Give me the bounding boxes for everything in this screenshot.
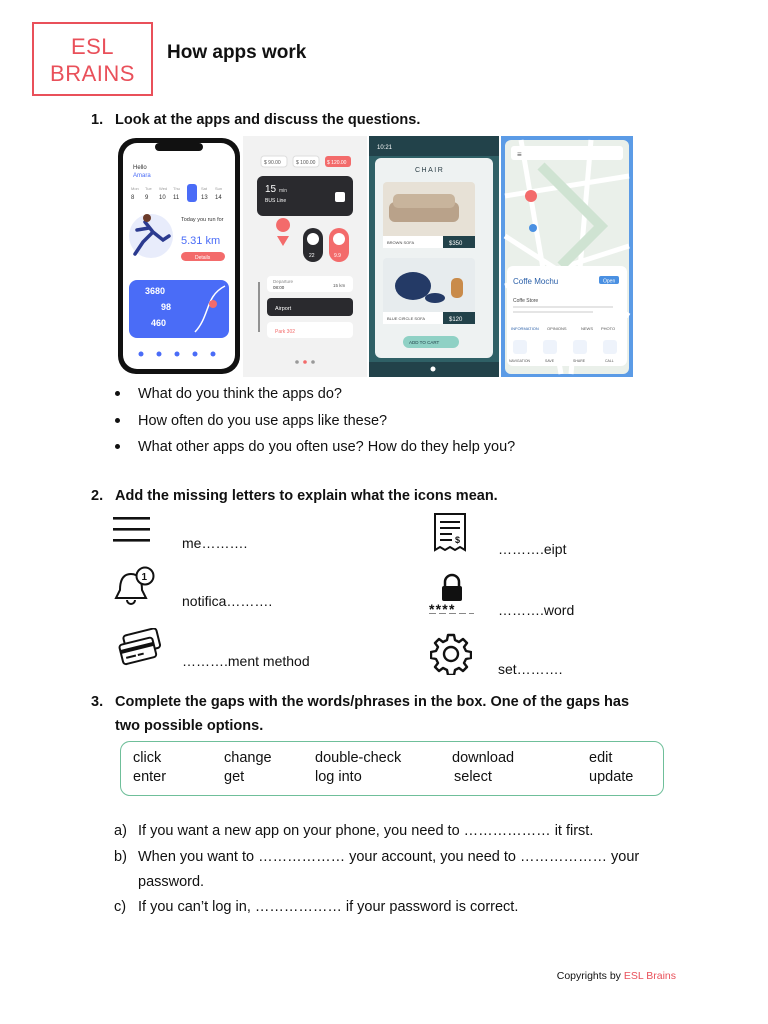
map-tab-1: INFORMATION [511, 326, 539, 331]
question-item [112, 411, 515, 438]
transport-time-a: 22 [309, 253, 315, 259]
menu-label: me………. [182, 535, 248, 551]
copyright-footer [557, 970, 676, 982]
fitness-date-label: 14 [215, 195, 222, 201]
question-text: What other apps do you often use? How do they help you? [138, 439, 516, 455]
payment-cards-icon [117, 628, 165, 666]
fitness-day-label: Tue [145, 186, 152, 191]
furniture-price-2: $120 [449, 317, 463, 323]
map-place-name: Coffe Mochu [513, 277, 559, 286]
map-action-1: NAVIGATION [509, 359, 531, 363]
fitness-stat-1: 3680 [145, 286, 166, 296]
settings-label: set………. [498, 661, 563, 677]
section-3-heading-line-1: Complete the gaps with the words/phrases in the box. One of the gaps has [115, 694, 630, 710]
map-tab-3: NEWS [581, 326, 593, 331]
notification-badge-count: 1 [141, 572, 148, 583]
fitness-app-screenshot [115, 136, 243, 377]
fitness-date-label: 13 [201, 195, 208, 201]
notification-label: notifica………. [182, 593, 273, 609]
furniture-app-graphic [369, 136, 499, 377]
transport-distance: 15 km [333, 283, 346, 288]
map-action-2: SAVE [545, 359, 555, 363]
word-download: download [452, 750, 515, 766]
transport-bus-line: BUS Line [265, 198, 287, 204]
section-2-number: 2. [91, 488, 104, 504]
map-app-graphic [501, 136, 633, 377]
page-title: How apps work [167, 42, 307, 63]
transport-price-2: $ 100.00 [296, 160, 316, 166]
transport-airport: Airport [275, 306, 292, 312]
svg-text:$: $ [455, 535, 461, 545]
fitness-date-label: 8 [131, 195, 135, 201]
fitness-name: Amara [133, 173, 151, 179]
question-item [112, 437, 515, 464]
notification-bell-icon [113, 566, 159, 608]
section-3-heading [91, 694, 711, 738]
bullet-icon [115, 444, 120, 449]
fitness-stat-3: 460 [151, 318, 167, 328]
receipt-icon [432, 512, 470, 556]
map-app-screenshot [501, 136, 633, 377]
transport-app-screenshot [243, 136, 367, 377]
copyright-prefix: Copyrights by [556, 970, 624, 982]
bullet-icon [115, 391, 120, 396]
furniture-app-screenshot [369, 136, 499, 377]
fitness-date-label: 11 [173, 195, 180, 201]
question-text: How often do you use apps like these? [138, 412, 388, 429]
transport-app-graphic [243, 136, 367, 377]
sentence-b-continuation: password. [138, 874, 205, 890]
sentence-a-text: If you want a new app on your phone, you need to ……………… it first. [138, 823, 594, 839]
fitness-day-label: Mon [131, 186, 139, 191]
fitness-stat-2: 98 [161, 302, 172, 312]
word-update: update [589, 769, 634, 785]
esl-brains-logo [32, 22, 153, 96]
sentence-c-text: If you can’t log in, ……………… if your password is correct. [138, 899, 519, 915]
fitness-greeting: Hello [133, 165, 147, 171]
copyright-brand: ESL Brains [623, 970, 676, 982]
fitness-date-label: 10 [159, 195, 166, 201]
fitness-distance: 5.31 km [181, 235, 221, 247]
transport-departure-time: 08:00 [273, 285, 285, 290]
section-2-heading [91, 488, 691, 508]
receipt-label: ……….eipt [498, 541, 567, 557]
app-screenshots [115, 136, 633, 377]
fitness-ran-label: Today you run for [181, 217, 224, 223]
discussion-questions [112, 384, 515, 464]
fitness-details-button: Details [195, 255, 211, 261]
logo-line-1: ESL [70, 34, 115, 59]
password-label: ……….word [498, 602, 575, 618]
sentence-b-text: When you want to ……………… your account, you need to ……………… your [138, 849, 640, 865]
question-text: What do you think the apps do? [138, 386, 342, 402]
furniture-heading: CHAIR [415, 167, 445, 174]
section-3-heading-line-2: two possible options. [115, 718, 264, 734]
word-log-into: log into [315, 769, 362, 785]
password-lock-icon [428, 572, 478, 614]
word-box [120, 741, 664, 796]
furniture-item-1: BROWN SOFA [387, 240, 415, 245]
transport-price-3: $ 120.00 [327, 160, 347, 166]
sentence-b-letter: b) [114, 849, 127, 865]
transport-minutes: 15 [265, 184, 277, 195]
map-menu-icon: ≡ [517, 150, 522, 159]
word-click: click [133, 750, 162, 766]
furniture-price-1: $350 [449, 241, 463, 247]
section-2-heading-text: Add the missing letters to explain what the icons mean. [115, 488, 498, 504]
map-tab-2: OPINIONS [547, 326, 567, 331]
fitness-app-graphic [115, 136, 243, 377]
question-item [112, 384, 515, 411]
word-double-check: double-check [315, 750, 402, 766]
section-3-number: 3. [91, 694, 104, 710]
fitness-date-label: 9 [145, 195, 149, 201]
furniture-add-to-cart: ADD TO CART [409, 340, 440, 345]
word-select: select [454, 769, 492, 785]
furniture-status-time: 10:21 [377, 145, 393, 151]
settings-gear-icon [430, 633, 472, 675]
furniture-item-2: BLUE CIRCLE SOFA [387, 316, 426, 321]
word-get: get [224, 769, 245, 785]
section-1-number: 1. [91, 112, 104, 128]
bullet-icon [115, 418, 120, 423]
section-1-heading [91, 112, 691, 132]
transport-price-1: $ 90.00 [264, 160, 281, 166]
transport-min-label: min [279, 188, 288, 194]
transport-time-b: 9.9 [334, 253, 341, 259]
sentence-c-letter: c) [114, 899, 127, 915]
transport-departure: Departure [273, 279, 294, 284]
map-action-3: SHARE [573, 359, 586, 363]
password-mask: **** [429, 601, 456, 614]
section-1-heading-text: Look at the apps and discuss the questions. [115, 112, 421, 128]
logo-line-2: BRAINS [50, 61, 135, 86]
transport-park: Park 302 [275, 329, 296, 335]
map-open-badge: Open [603, 278, 616, 285]
map-category: Coffe Store [513, 298, 539, 304]
payment-label: ……….ment method [182, 653, 310, 669]
fitness-day-label: Sat [201, 186, 208, 191]
word-edit: edit [589, 750, 613, 766]
sentence-a-letter: a) [114, 823, 127, 839]
menu-icon [113, 516, 151, 544]
fitness-day-label: Sun [215, 186, 223, 191]
map-action-4: CALL [605, 359, 614, 363]
word-enter: enter [133, 769, 167, 785]
word-change: change [224, 750, 272, 766]
fitness-day-label: Wed [159, 186, 168, 191]
fitness-day-label: Thu [173, 186, 180, 191]
map-tab-4: PHOTO [601, 326, 616, 331]
